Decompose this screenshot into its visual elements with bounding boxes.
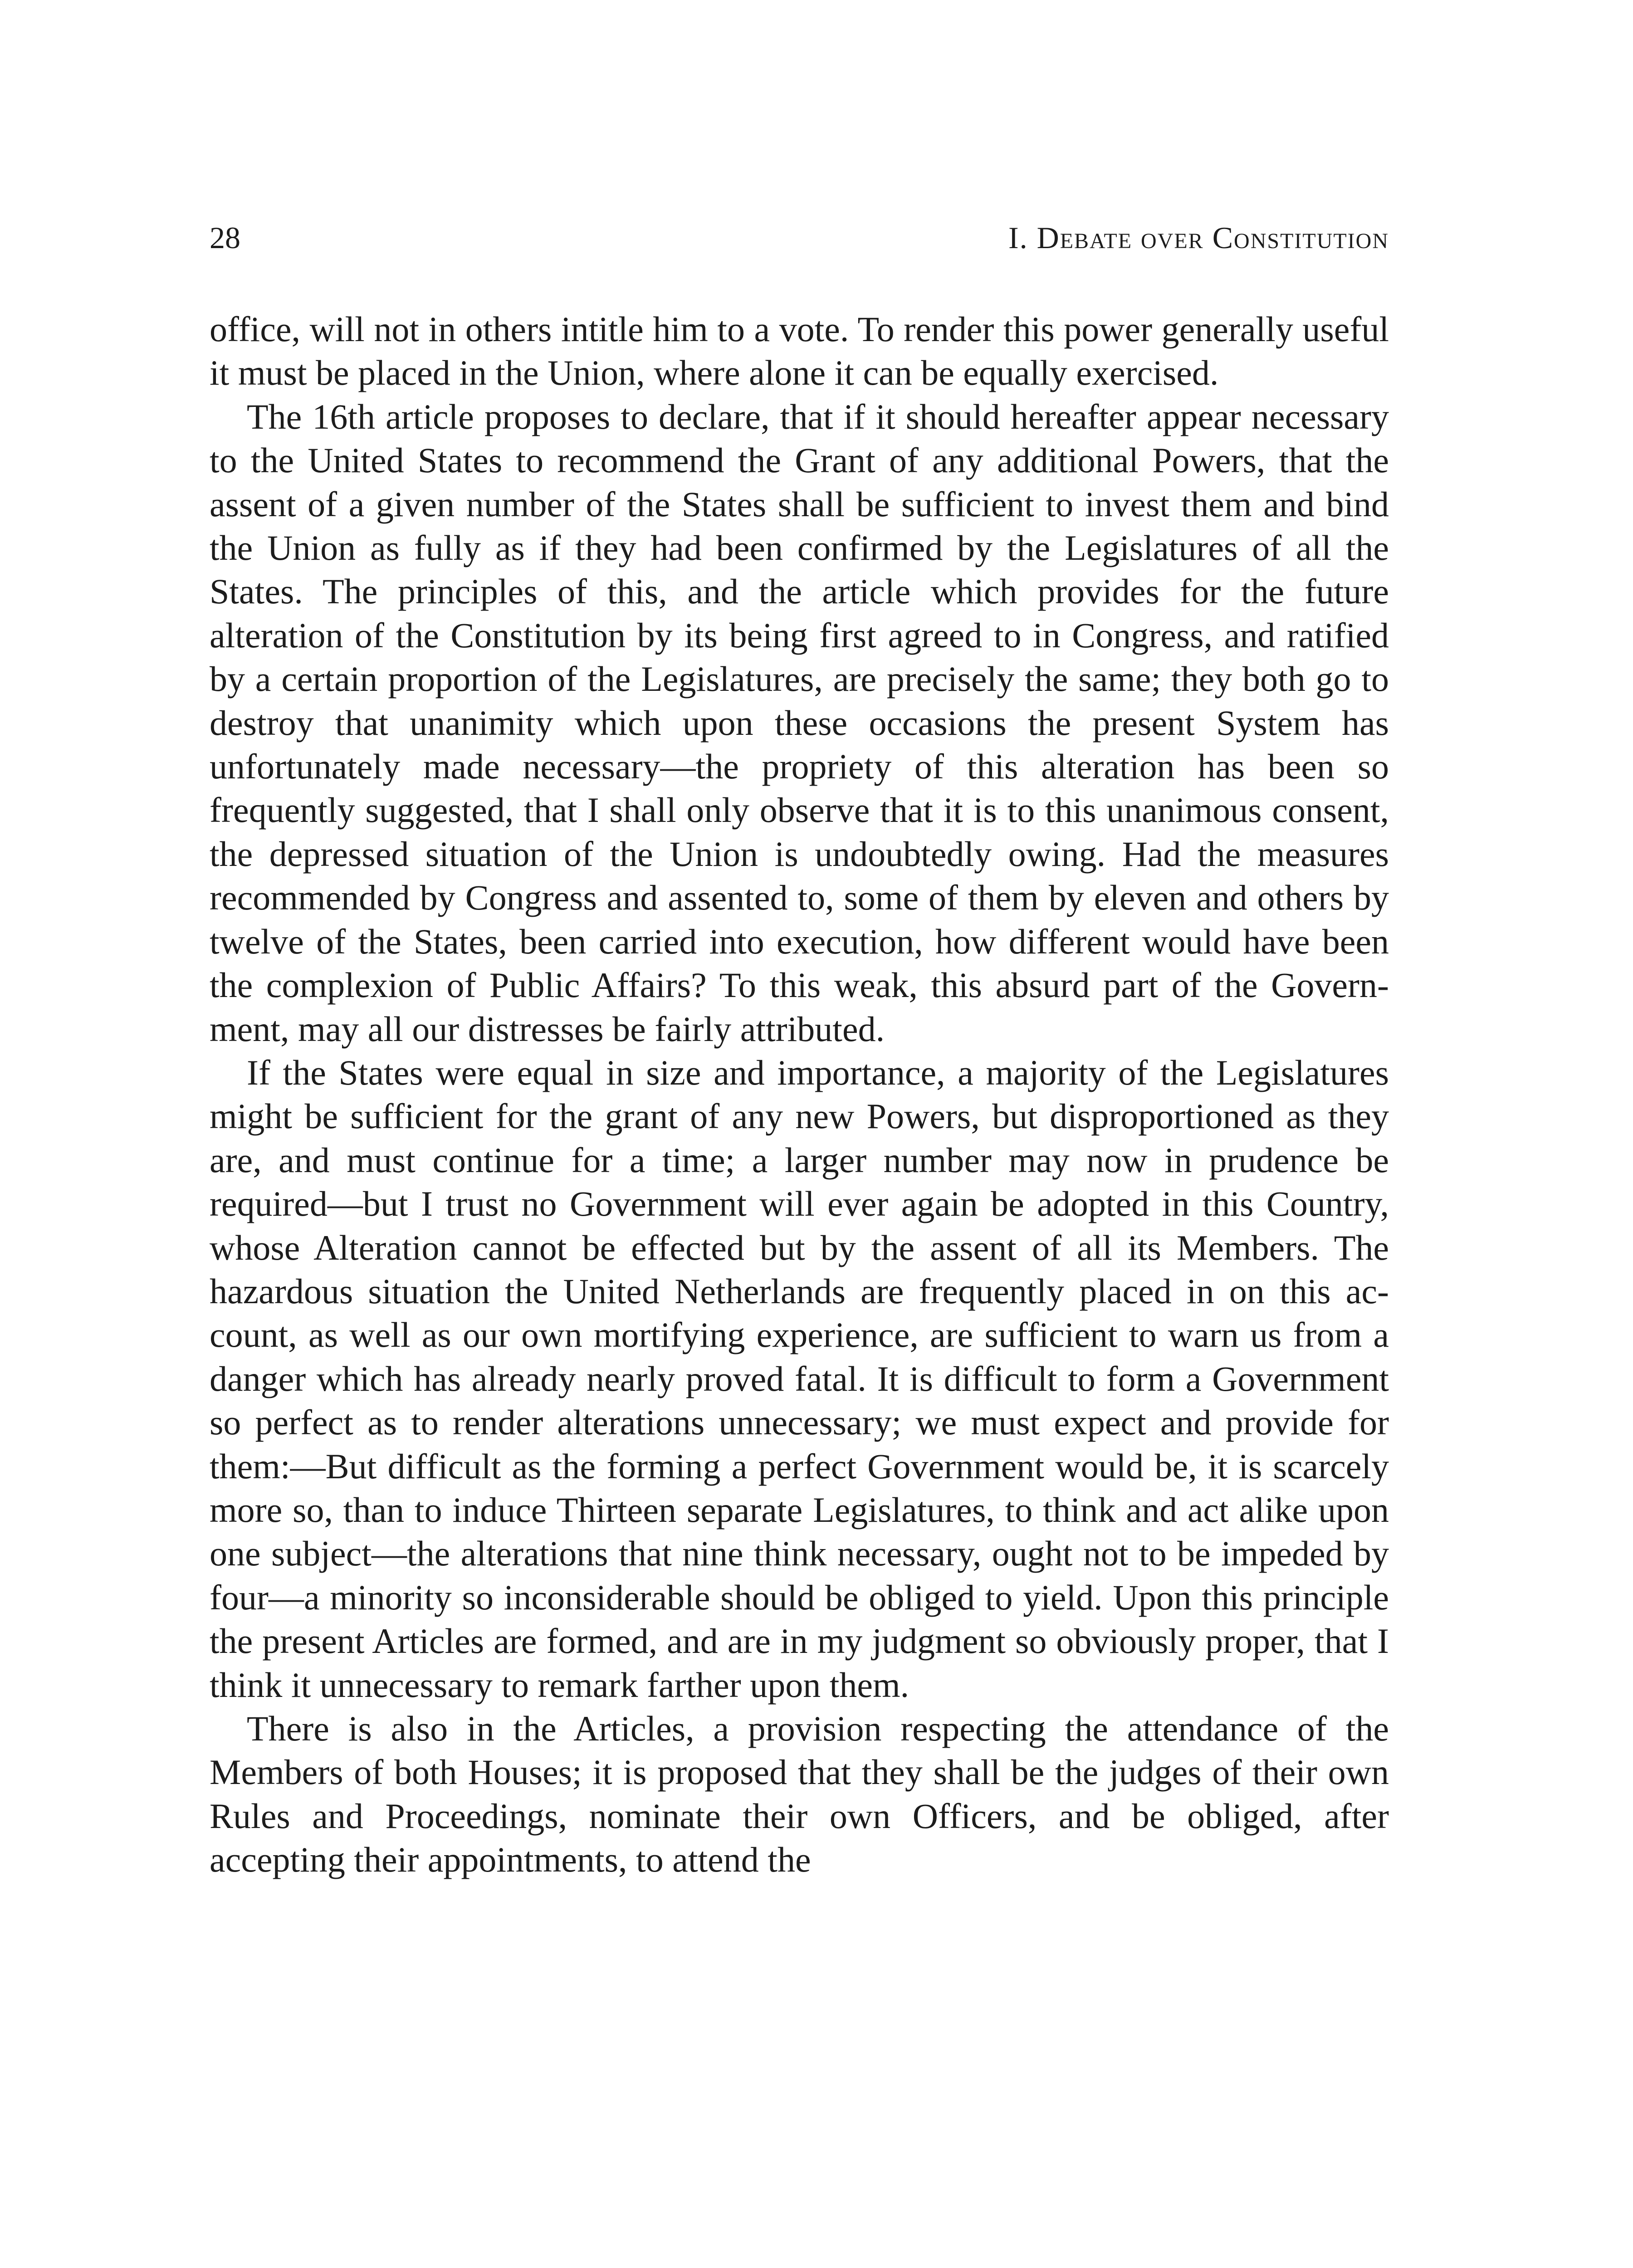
- paragraph-attendance: There is also in the Articles, a provision respecting the attendance of the Members of both Houses; it is proposed that they shall be the judges of their own Rules and Proceedings, nominate their own Officers, and be obliged, after accepting their appointments, to attend the: [210, 1709, 1389, 1880]
- running-title: I. Debate over Constitution: [1008, 220, 1389, 255]
- book-page: [210, 222, 1389, 1882]
- running-head: [210, 222, 1389, 263]
- page-number: 28: [210, 220, 240, 255]
- body-text: [210, 308, 1389, 1882]
- paragraph-16th-article: The 16th article proposes to declare, that if it should hereafter appear necessary to the United States to recommend the Grant of any additional Powers, that the assent of a given number of the States shall be sufficient to invest them and bind the Union as fully as if they had been confirmed by the Legislatures of all the States. The principles of this, and the article which provides for the future alteration of the Constitution by its being first agreed to in Congress, and ratified by a certain proportion of the Legislatures, are precisely the same; they both go to destroy that unanimity which upon these occasions the present System has unfortunately made necessary—the propriety of this alteration has been so frequently suggested, that I shall only observe that it is to this unanimous consent, the depressed situation of the Union is undoubtedly owing. Had the measures recommended by Congress and assented to, some of them by eleven and others by twelve of the States, been carried into execution, how different would have been the complexion of Public Affairs? To this weak, this absurd part of the Government, may all our distresses be fairly attributed.: [210, 396, 1389, 1049]
- paragraph-states-equal: If the States were equal in size and importance, a majority of the Legislatures might be sufficient for the grant of any new Powers, but disproportioned as they are, and must continue for a time; a larger number may now in prudence be required—but I trust no Government will ever again be adopted in this Country, whose Alteration cannot be effected but by the assent of all its Members. The hazardous situation the United Netherlands are frequently placed in on this account, as well as our own mortifying experience, are sufficient to warn us from a danger which has already nearly proved fatal. It is difficult to form a Government so perfect as to render alterations unnecessary; we must expect and provide for them:—But difficult as the forming a perfect Government would be, it is scarcely more so, than to induce Thirteen separate Legislatures, to think and act alike upon one subject—the alterations that nine think necessary, ought not to be impeded by four—a minority so inconsiderable should be obliged to yield. Upon this principle the present Articles are formed, and are in my judgment so obviously proper, that I think it unnecessary to remark farther upon them.: [210, 1052, 1389, 1705]
- paragraph-continued: office, will not in others intitle him to a vote. To render this power generally useful it must be placed in the Union, where alone it can be equally exercised.: [210, 309, 1389, 393]
